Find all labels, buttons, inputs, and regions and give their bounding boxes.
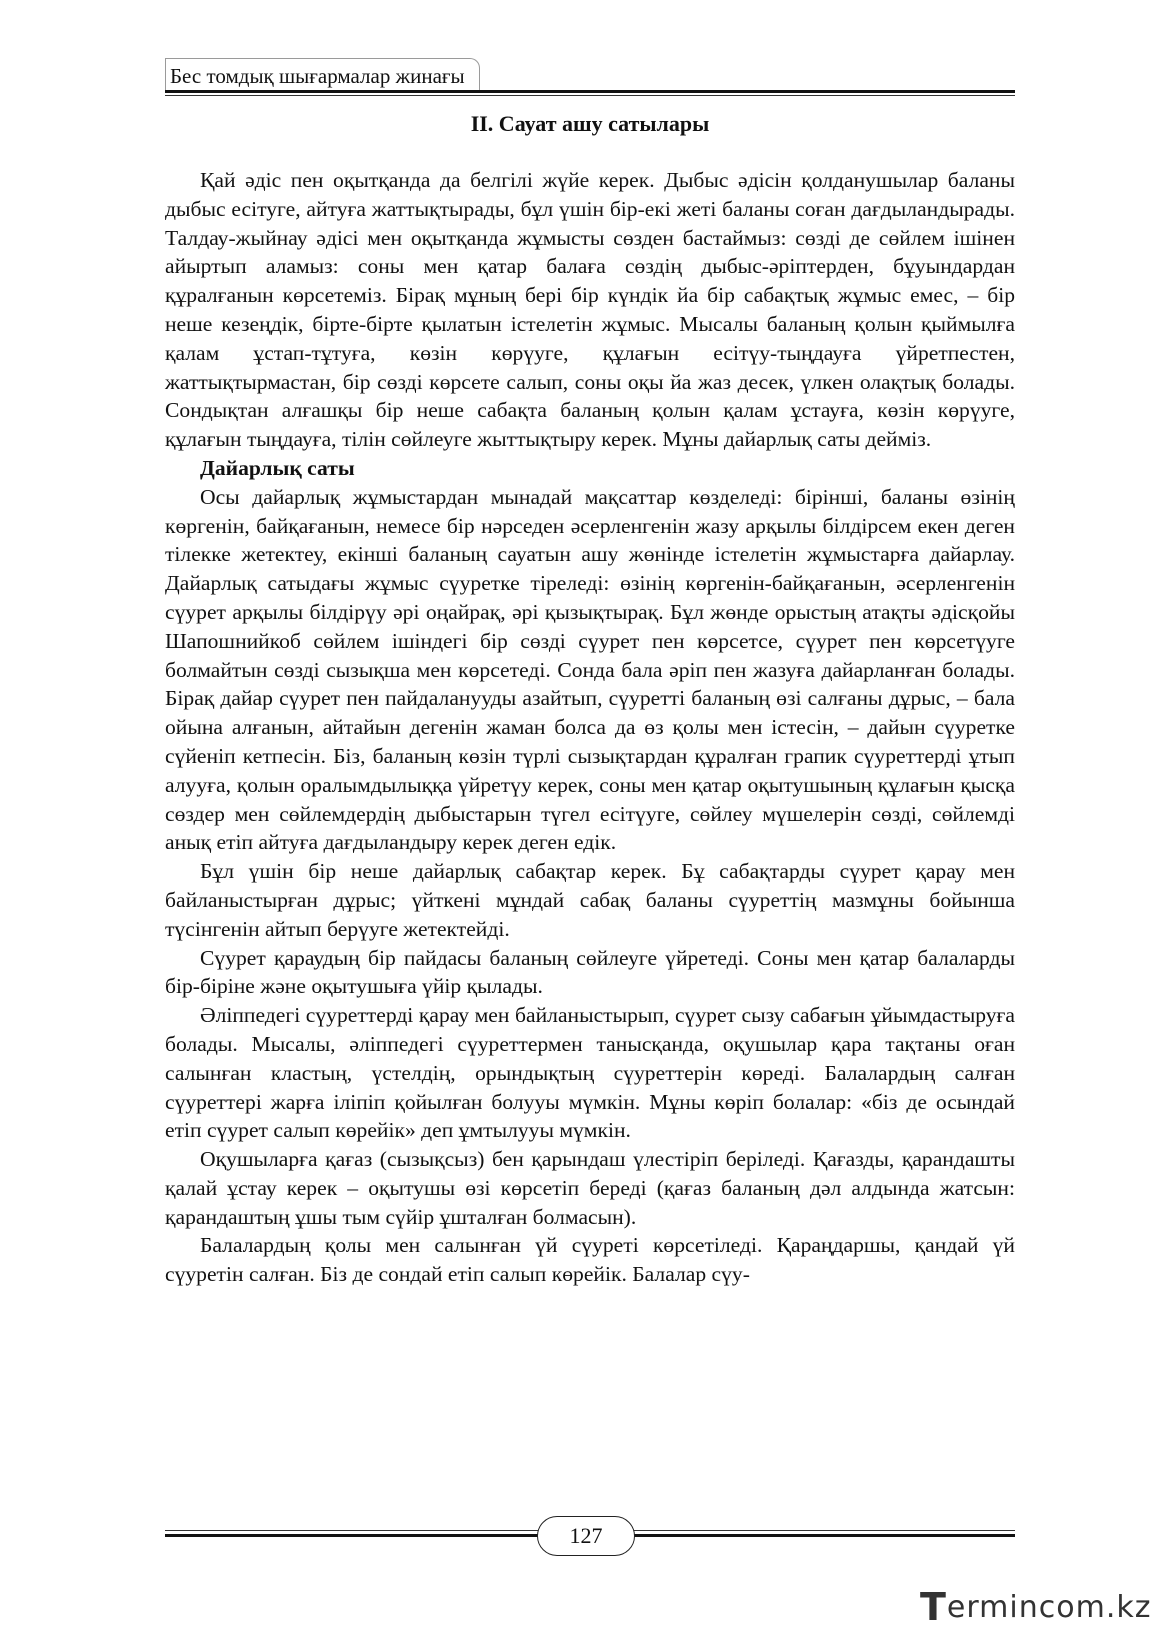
- page-number: 127: [537, 1516, 635, 1556]
- header-rule-thin: [165, 95, 1015, 96]
- subheading: Дайарлық саты: [200, 455, 355, 480]
- watermark-initial: T: [920, 1585, 947, 1629]
- paragraph: Қай әдіс пен оқытқанда да белгілі жүйе керек. Дыбыс әдісін қолданушылар баланы дыбыс есітуге, айтуға жаттықтырады, бұл үшін бір-екі жеті баланы соған дағдыландырады. Талдау-жыйнау әдісі мен оқытқанда жұмысты сөзден бастаймыз: сөзді де сөйлем ішінен айыртып аламыз: соны мен қатар балаға сөздің дыбыс-әріптерден, бұуындардан құралғанын көрсетеміз. Бірақ мұның бері бір күндік йа бір сабақтық жұмыс емес, – бір неше кезеңдік, бірте-бірте қылатын істелетін жұмыс. Мысалы баланың қолын қыймылға қалам ұстап-тұтуға, көзін көрүуге, құлағын есітүу-тыңдауға үйретпестен, жаттықтырмастан, бір сөзді көрсете салып, соны оқы йа жаз десек, үлкен олақтық болады. Сондықтан алғашқы бір неше сабақта баланың қолын қалам ұстауға, көзін көрүуге, құлағын тыңдауға, тілін сөйлеуге жыттықтыру керек. Мұны дайарлық саты дейміз.: [165, 168, 1015, 452]
- paragraph: Әліппедегі сүуреттерді қарау мен байланыстырып, сүурет сызу сабағын ұйымдастыруға болады. Мысалы, әліппедегі сүуреттермен танысқанда, оқушылар қара тақтаны оған салынған кластың, үстелдің, орындықтың сүуреттерін көреді. Балалардың салған сүуреттері жарға іліпіп қойылған болууы мүмкін. Мұны көріп болалар: «біз де осындай етіп сүурет салып көрейік» деп ұмтылууы мүмкін.: [165, 1003, 1015, 1143]
- running-header-title: Бес томдық шығармалар жинағы: [165, 58, 480, 93]
- paragraph: Оқушыларға қағаз (сызықсыз) бен қарындаш үлестіріп беріледі. Қағазды, қарандашты қалай ұстау керек – оқытушы өзі көрсетіп береді (қағаз баланың дәл алдында жатсын: қарандаштың ұшы тым сүйір ұшталған болмасын).: [165, 1147, 1015, 1229]
- header-rule-thick: [165, 90, 1015, 93]
- body-text: [165, 166, 1015, 1289]
- section-title: ІІ. Сауат ашу сатылары: [470, 111, 710, 136]
- watermark-text: ermincom.kz: [946, 1590, 1152, 1625]
- site-watermark-logo: [920, 1585, 1152, 1629]
- paragraph: Бұл үшін бір неше дайарлық сабақтар керек. Бұ сабақтарды сүурет қарау мен байланыстырған дұрыс; үйткені мұндай сабақ баланы сүуреттің мазмұны бойынша түсінгенін айтып берүуге жетектейді.: [165, 859, 1015, 941]
- paragraph: Балалардың қолы мен салынған үй сүуреті көрсетіледі. Қараңдаршы, қандай үй сүуретін салған. Біз де сондай етіп салып көрейік. Балалар сүу-: [165, 1233, 1015, 1287]
- paragraph: Сүурет қараудың бір пайдасы баланың сөйлеуге үйретеді. Соны мен қатар балаларды бір-біріне және оқытушыға үйір қылады.: [165, 945, 1015, 999]
- paragraph: Осы дайарлық жұмыстардан мынадай мақсаттар көзделеді: біріншi, баланы өзінің көргенін, байқағанын, немесе бір нәрседен әсерленгенін жазу арқылы білдірсем екен деген тілекке жетектеу, екінші баланың сауатын ашу жөнінде істелетін жұмыстарға дайарлау. Дайарлық сатыдағы жұмыс сүуретке тіреледі: өзінің көргенін-байқағанын, әсерленгенін сүурет арқылы білдірүу әрі оңайрақ, әрі қызықтырақ. Бұл жөнде орыстың атақты әдісқойы Шапошнийкоб сөйлем ішіндегі бір сөзді сүурет пен көрсетсе, сүурет пен көрсетүуге болмайтын сөзді сызықша мен көрсетеді. Сонда бала әріп пен жазуға дайарланған болады. Бірақ дайар сүурет пен пайдаланууды азайтып, сүуретті баланың өзі салғаны дұрыс, – бала ойына алғанын, айтайын дегенін жаман болса да өз қолы мен істесін, – дайын сүуретке сүйеніп кетпесін. Біз, баланың көзін түрлі сызықтардан құралған грапик сүуреттерді ұтып алууға, қолын оралымдылыққа үйретүу керек, соны мен қатар оқытушының құлағын қысқа сөздер мен сөйлемдердің дыбыстарын түгел есітүуге, сөйлеу мүшелерін сөзді, сөйлемді анық етіп айтуға дағдыландыру керек деген едік.: [165, 484, 1015, 855]
